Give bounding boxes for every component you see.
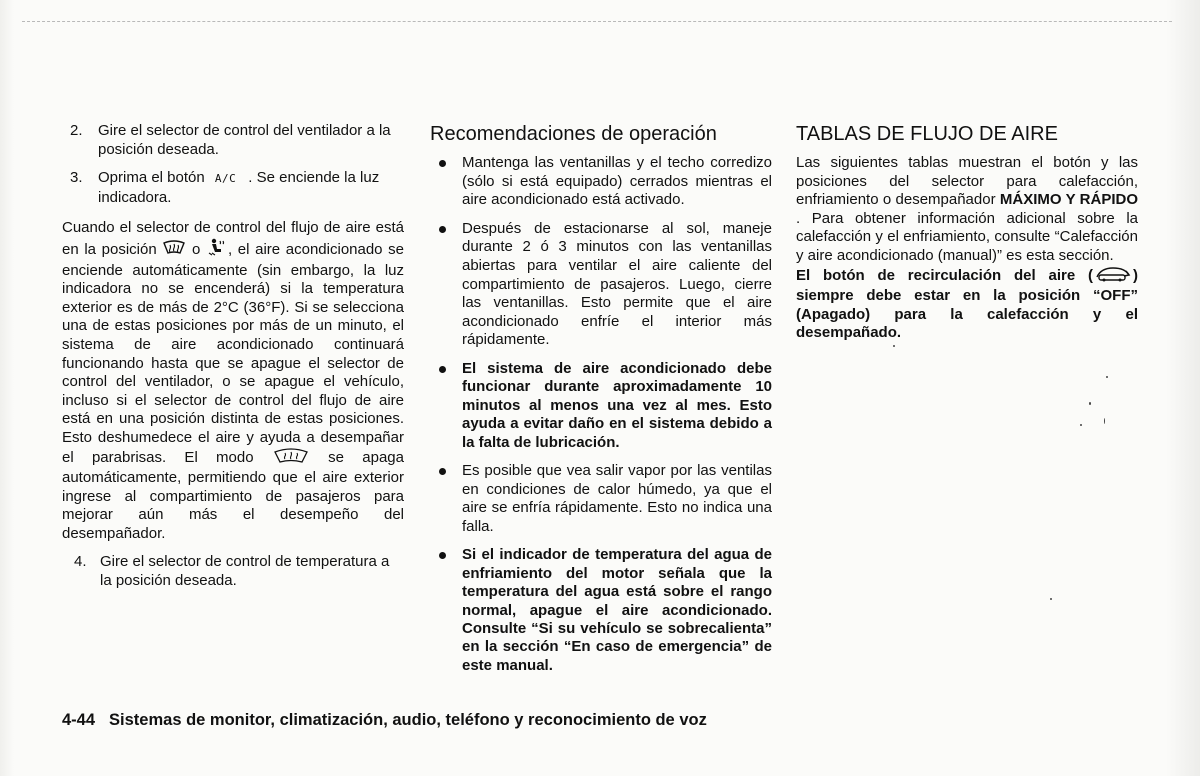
bullet-item-warning	[430, 360, 772, 452]
step-number: 3.	[70, 169, 83, 187]
warning-text: El botón de recirculación del aire (	[796, 266, 1093, 284]
step-number: 4.	[74, 553, 87, 571]
column-3	[796, 122, 1138, 343]
section-title-airflow-tables: TABLAS DE FLUJO DE AIRE	[796, 123, 1058, 145]
bullet-text: El sistema de aire acondicionado debe funcionar durante aproximadamente 10 minutos al menos una vez al mes. Esto ayuda a evitar daño en el sistema debido a la falta de lubricación.	[462, 359, 772, 451]
page-edge-left	[0, 0, 14, 776]
column-2	[430, 122, 772, 685]
recirculation-warning	[796, 266, 1138, 343]
scan-speck	[1104, 418, 1105, 424]
defrost-mode-icon	[272, 448, 310, 470]
paragraph-text: . Para obtener información adicional sobre la calefacción y el enfriamiento, consulte “Calefacción y aire acondicionado (manual)” es esta sección.	[796, 209, 1138, 264]
windshield-defrost-icon	[162, 240, 186, 262]
bullet-dot	[439, 226, 446, 233]
paragraph-conjunction: o	[192, 240, 201, 258]
ac-button-label: A/C	[214, 172, 237, 186]
bullet-text: Después de estacionarse al sol, maneje durante 2 ó 3 minutos con las ventanillas abiertas para ventilar el aire caliente del compartimiento de pasajeros. Luego, cierre las ventanillas. Esto permite que el aire acondicionado enfríe el interior más rápidamente.	[462, 219, 772, 349]
warning-text: ) siempre debe estar en la posición “OFF” (Apagado) para la calefacción y el desempañado.	[796, 266, 1138, 342]
bullet-item	[430, 220, 772, 350]
step-text: Gire el selector de control de temperatura a la posición deseada.	[100, 553, 390, 590]
floor-defrost-icon	[206, 238, 228, 262]
step-4	[66, 553, 404, 590]
section-title-recommendations: Recomendaciones de operación	[430, 123, 717, 145]
scan-speck	[1050, 598, 1052, 600]
step-text: Gire el selector de control del ventilador a la posición deseada.	[98, 122, 391, 158]
bullet-text: Si el indicador de temperatura del agua de enfriamiento del motor señala que la temperatura del agua está sobre el rango normal, apague el aire acondicionado. Consulte “Si su vehículo se sobrecalienta” en la sección “En caso de emergencia” de este manual.	[462, 546, 772, 674]
chapter-title: Sistemas de monitor, climatización, audio, teléfono y reconocimiento de voz	[109, 711, 707, 729]
paragraph-part-1: Cuando el selector de control del flujo de aire está en la posición	[62, 219, 404, 258]
top-rule	[22, 21, 1172, 22]
bullet-dot	[439, 366, 446, 373]
column-1	[62, 122, 404, 601]
step-3	[62, 169, 404, 207]
bullet-dot	[439, 552, 446, 559]
step-number: 2.	[70, 122, 83, 139]
scan-speck	[1089, 402, 1091, 405]
page-number: 4-44	[62, 711, 96, 729]
paragraph-part-2: , el aire acondicionado se enciende automáticamente (sin embargo, la luz indicadora no se encenderá) si la temperatura exterior es de más de 2°C (36°F). Si se selecciona una de estas posiciones por más de un minuto, el sistema de aire acondicionado continuará funcionando hasta que se apague el selector de control del ventilador, o se apague el vehículo, incluso si el selector de control del flujo de aire está en una posición distinta de estas posiciones. Esto deshumedece el aire y ayuda a desempañar el parabrisas. El modo	[62, 240, 405, 466]
airflow-paragraph	[796, 154, 1138, 266]
bullet-item	[430, 154, 772, 210]
step-text-after: . Se enciende la luz indicadora.	[98, 169, 380, 206]
bullet-text: Mantenga las ventanillas y el techo corredizo (sólo si está equipado) cerrados mientras el aire acondicionado está activado.	[462, 154, 772, 209]
scan-speck	[893, 345, 895, 347]
bullet-dot	[439, 160, 446, 167]
scan-speck	[1080, 424, 1082, 426]
scan-speck	[1106, 376, 1108, 378]
paragraph-emphasis: MÁXIMO Y RÁPIDO	[999, 191, 1138, 209]
page-footer	[62, 711, 962, 730]
step-2	[62, 122, 404, 159]
bullet-item-warning	[430, 546, 772, 675]
paragraph-text: Las siguientes tablas muestran el botón y las posiciones del selector para calefacción, enfriamiento o desempañador	[796, 154, 1138, 209]
air-recirculation-icon	[1093, 266, 1133, 288]
paragraph-part-3: se apaga automáticamente, permitiendo que el aire exterior ingrese al compartimiento de pasajeros para mejorar aún más el desempeño del desempañador.	[62, 448, 404, 542]
bullet-dot	[439, 468, 446, 475]
step-text-before: Oprima el botón	[98, 169, 205, 187]
bullet-text: Es posible que vea salir vapor por las ventilas en condiciones de calor húmedo, ya que el aire se enfría rápidamente. Esto no indica una falla.	[462, 461, 772, 535]
ac-paragraph	[62, 219, 404, 543]
bullet-item	[430, 462, 772, 536]
page-edge-right	[1166, 0, 1200, 776]
